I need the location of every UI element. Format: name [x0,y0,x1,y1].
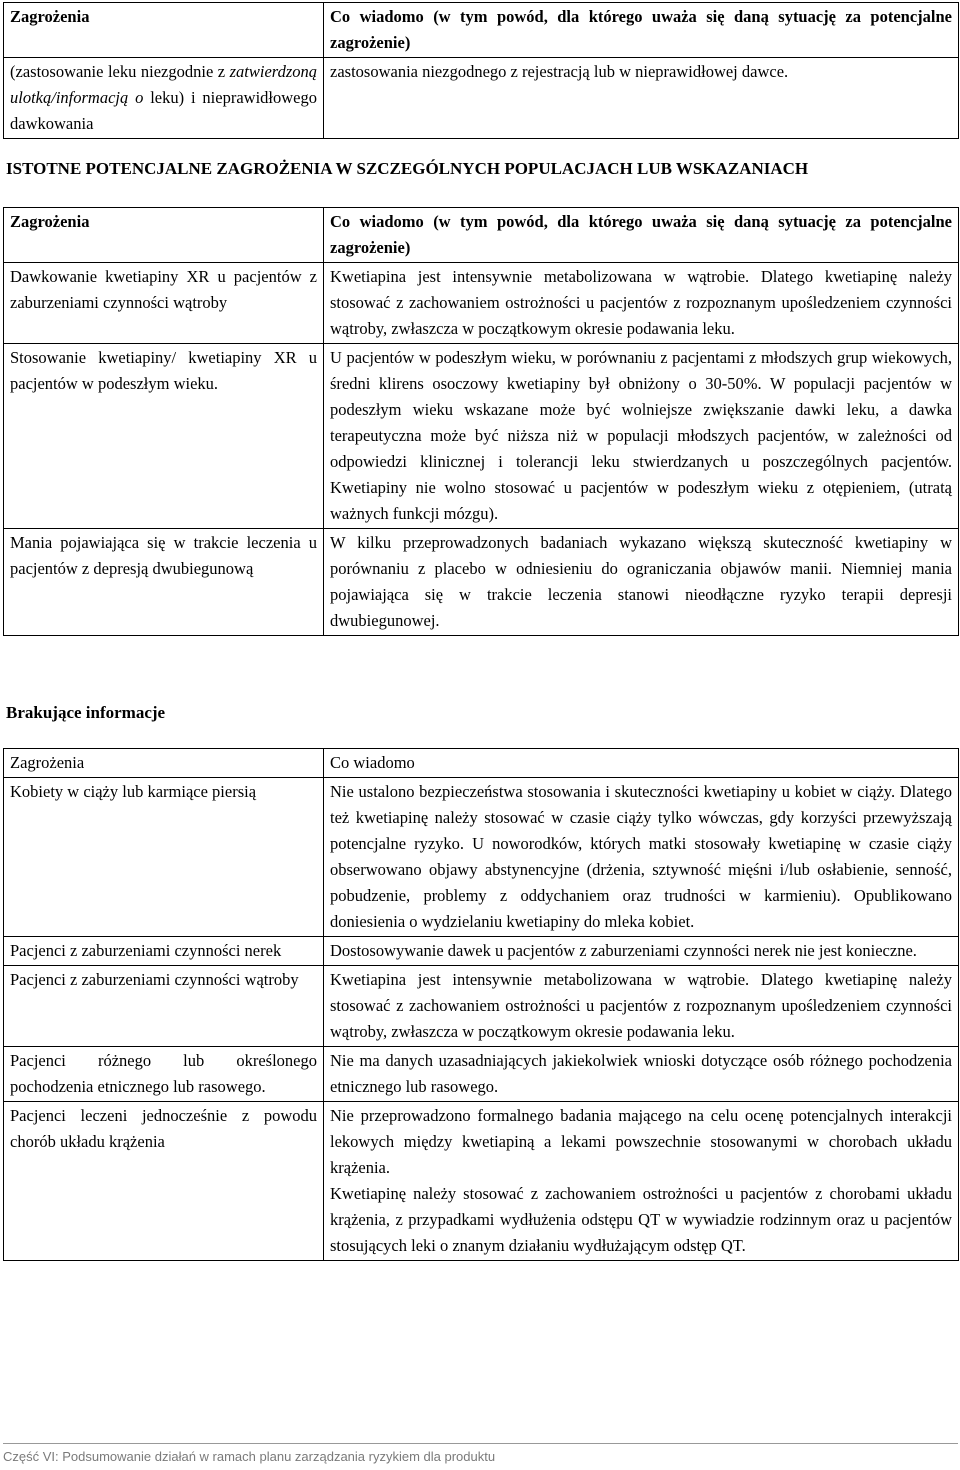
page-footer: Część VI: Podsumowanie działań w ramach planu zarządzania ryzykiem dla produktu [3,1443,958,1470]
table-row [4,966,959,1047]
column-header-risk: Zagrożenia [4,3,324,58]
column-header-info: Co wiadomo (w tym powód, dla którego uważa się daną sytuację za potencjalne zagrożenie) [324,208,959,263]
risk-cell [4,58,324,139]
table-row [4,58,959,139]
info-cell: Nie ma danych uzasadniających jakiekolwiek wnioski dotyczące osób różnego pochodzenia etnicznego lub rasowego. [324,1047,959,1102]
risk-cell: Pacjenci leczeni jednocześnie z powodu chorób układu krążenia [4,1102,324,1261]
column-header-info: Co wiadomo [324,749,959,778]
table-row [4,937,959,966]
info-cell: zastosowania niezgodnego z rejestracją lub w nieprawidłowej dawce. [324,58,959,139]
info-cell: Nie ustalono bezpieczeństwa stosowania i skuteczności kwetiapiny u kobiet w ciąży. Dlatego też kwetiapinę należy stosować w czasie ciąży tylko wówczas, gdy korzyści przewyższają potencjalne ryzyko. U noworodków, których matki stosowały kwetiapinę w czasie ciąży obserwowano objawy abstynencyjne (drżenia, sztywność mięśni i/lub osłabienie, senność, pobudzenie, problemy z oddychaniem oraz trudności w karmieniu). Opublikowano doniesienia o wydzielaniu kwetiapiny do mleka kobiet. [324,778,959,937]
column-header-risk: Zagrożenia [4,208,324,263]
table-header-row [4,208,959,263]
table-header-row [4,749,959,778]
missing-info-heading: Brakujące informacje [6,703,166,722]
info-cell: Kwetiapina jest intensywnie metabolizowana w wątrobie. Dlatego kwetiapinę należy stosować z zachowaniem ostrożności u pacjentów z rozpoznanym upośledzeniem czynności wątroby, zwłaszcza w początkowym okresie podawania leku. [324,263,959,344]
info-cell: Dostosowywanie dawek u pacjentów z zaburzeniami czynności nerek nie jest konieczne. [324,937,959,966]
risk-text-prefix: (zastosowanie leku niezgodnie z [10,62,230,81]
populations-risk-table [3,207,959,636]
table-row [4,778,959,937]
info-paragraph: Kwetiapinę należy stosować z zachowaniem ostrożności u pacjentów z chorobami układu krążenia, z przypadkami wydłużenia odstępu QT w wywiadzie rodzinnym oraz u pacjentów stosujących leki o znanym działaniu wydłużającym odstęp QT. [330,1184,952,1255]
continued-risk-table [3,2,959,139]
info-cell [324,1102,959,1261]
info-cell: W kilku przeprowadzonych badaniach wykazano większą skuteczność kwetiapiny w porównaniu z placebo w odniesieniu do ograniczania objawów manii. Niemniej mania pojawiająca się w trakcie leczenia stanowi nieodłączne ryzyko terapii depresji dwubiegunowej. [324,529,959,636]
risk-cell: Pacjenci różnego lub określonego pochodzenia etnicznego lub rasowego. [4,1047,324,1102]
table-row [4,1047,959,1102]
missing-info-table [3,748,959,1261]
info-cell: U pacjentów w podeszłym wieku, w porównaniu z pacjentami z młodszych grup wiekowych, średni klirens osoczowy kwetiapiny był obniżony o 30-50%. W populacji pacjentów w podeszłym wieku wskazane może być wolniejsze zwiększanie dawki leku, a dawka terapeutyczna może być niższa niż w populacji młodszych pacjentów, w zależności od odpowiedzi klinicznej i tolerancji leku stwierdzanych u poszczególnych pacjentów. Kwetiapiny nie wolno stosować u pacjentów w podeszłym wieku z otępieniem, (utratą ważnych funkcji mózgu). [324,344,959,529]
risk-cell: Stosowanie kwetiapiny/ kwetiapiny XR u pacjentów w podeszłym wieku. [4,344,324,529]
section-heading: ISTOTNE POTENCJALNE ZAGROŻENIA W SZCZEGÓLNYCH POPULACJACH LUB WSKAZANIACH [6,159,809,178]
column-header-risk: Zagrożenia [4,749,324,778]
risk-cell: Pacjenci z zaburzeniami czynności nerek [4,937,324,966]
risk-cell: Kobiety w ciąży lub karmiące piersią [4,778,324,937]
risk-text-suffix: leku) i nieprawidłowego dawkowania [10,88,317,133]
table-row [4,263,959,344]
risk-cell: Mania pojawiająca się w trakcie leczenia u pacjentów z depresją dwubiegunową [4,529,324,636]
table-row [4,1102,959,1261]
column-header-info: Co wiadomo (w tym powód, dla którego uważa się daną sytuację za potencjalne zagrożenie) [324,3,959,58]
info-cell: Kwetiapina jest intensywnie metabolizowana w wątrobie. Dlatego kwetiapinę należy stosować z zachowaniem ostrożności u pacjentów z rozpoznanym upośledzeniem czynności wątroby, zwłaszcza w początkowym okresie podawania leku. [324,966,959,1047]
table-header-row [4,3,959,58]
risk-text-italic: zatwierdzoną ulotką/informacją o [10,62,317,107]
table-row [4,529,959,636]
risk-cell: Pacjenci z zaburzeniami czynności wątroby [4,966,324,1047]
info-paragraph: Nie przeprowadzono formalnego badania mającego na celu ocenę potencjalnych interakcji lekowych między kwetiapiną a lekami powszechnie stosowanymi w chorobach układu krążenia. [330,1106,952,1177]
risk-cell: Dawkowanie kwetiapiny XR u pacjentów z zaburzeniami czynności wątroby [4,263,324,344]
table-row [4,344,959,529]
